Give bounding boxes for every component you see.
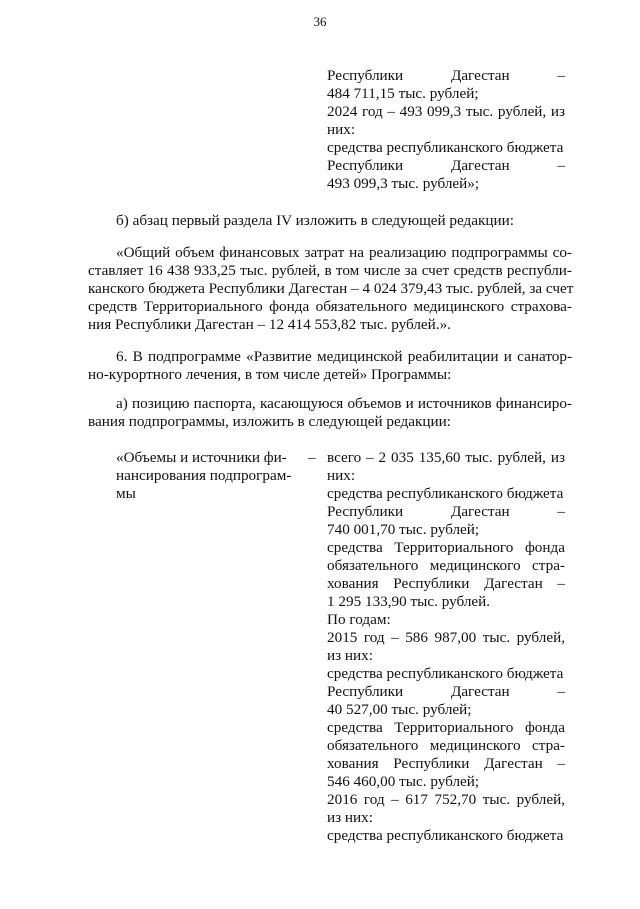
paragraph-a-rest bbox=[88, 413, 572, 431]
table-right-line-14: Республики Дагестан – bbox=[327, 683, 565, 700]
table-right-line-10: По годам: bbox=[327, 611, 391, 628]
item-6-rest bbox=[88, 366, 572, 384]
top-line-7: 493 099,3 тыс. рублей»; bbox=[327, 175, 480, 192]
table-right-line-2: них: bbox=[327, 467, 356, 484]
item-6 bbox=[116, 348, 572, 366]
table-right-line-15: 40 527,00 тыс. рублей; bbox=[327, 701, 472, 718]
table-right-cell bbox=[327, 449, 565, 845]
top-line-3: 2024 год – 493 099,3 тыс. рублей, из bbox=[327, 103, 565, 120]
table-right-line-6: средства Территориального фонда bbox=[327, 539, 565, 556]
quote-line-5: ния Республики Дагестан – 12 414 553,82 тыс. рублей.». bbox=[88, 316, 451, 333]
table-right-line-18: хования Республики Дагестан – bbox=[327, 755, 565, 772]
item6-line-2: но-курортного лечения, в том числе детей» Программы: bbox=[88, 366, 452, 383]
para-a-line-1: а) позицию паспорта, касающуюся объемов и источников финансиро- bbox=[116, 395, 572, 412]
top-line-1: Республики Дагестан – bbox=[327, 67, 565, 84]
table-right-line-8: хования Республики Дагестан – bbox=[327, 575, 565, 592]
top-line-6: Республики Дагестан – bbox=[327, 157, 565, 174]
table-right-line-22: средства республиканского бюджета bbox=[327, 827, 564, 844]
table-left-line-1: «Объемы и источники фи- bbox=[116, 449, 287, 466]
top-line-2: 484 711,15 тыс. рублей; bbox=[327, 85, 479, 102]
table-right-line-17: обязательного медицинского стра- bbox=[327, 737, 565, 754]
table-dash: – bbox=[308, 449, 316, 466]
quote-line-1: «Общий объем финансовых затрат на реализацию подпрограммы со- bbox=[116, 244, 572, 261]
table-right-line-7: обязательного медицинского стра- bbox=[327, 557, 565, 574]
table-left-cell bbox=[116, 449, 296, 503]
quote-line-4: средств Территориального фонда обязательного медицинского страхова- bbox=[88, 298, 572, 315]
table-right-line-20: 2016 год – 617 752,70 тыс. рублей, bbox=[327, 791, 565, 808]
table-left-line-3: мы bbox=[116, 485, 136, 502]
table-right-line-5: 740 001,70 тыс. рублей; bbox=[327, 521, 480, 538]
quote-paragraph-rest bbox=[88, 262, 572, 334]
table-right-line-4: Республики Дагестан – bbox=[327, 503, 565, 520]
table-right-line-12: из них: bbox=[327, 647, 373, 664]
table-right-line-1: всего – 2 035 135,60 тыс. рублей, из bbox=[327, 449, 565, 466]
para-a-line-2: вания подпрограммы, изложить в следующей редакции: bbox=[88, 413, 452, 430]
paragraph-b: б) абзац первый раздела IV изложить в следующей редакции: bbox=[116, 212, 515, 229]
table-right-line-11: 2015 год – 586 987,00 тыс. рублей, bbox=[327, 629, 565, 646]
paragraph-a bbox=[116, 395, 572, 413]
top-line-4: них: bbox=[327, 121, 356, 138]
quote-line-3: канского бюджета Республики Дагестан – 4 024 379,43 тыс. рублей, за счет bbox=[88, 280, 574, 297]
table-left-line-2: нансирования подпрограм- bbox=[116, 467, 292, 484]
item6-line-1: 6. В подпрограмме «Развитие медицинской реабилитации и санатор- bbox=[116, 348, 572, 365]
table-right-line-9: 1 295 133,90 тыс. рублей. bbox=[327, 593, 491, 610]
top-line-5: средства республиканского бюджета bbox=[327, 139, 564, 156]
table-right-line-3: средства республиканского бюджета bbox=[327, 485, 564, 502]
page-number: 36 bbox=[313, 14, 327, 29]
table-right-line-19: 546 460,00 тыс. рублей; bbox=[327, 773, 480, 790]
quote-paragraph bbox=[116, 244, 572, 262]
table-right-line-16: средства Территориального фонда bbox=[327, 719, 565, 736]
quote-line-2: ставляет 16 438 933,25 тыс. рублей, в том числе за счет средств республи- bbox=[88, 262, 572, 279]
table-right-line-13: средства республиканского бюджета bbox=[327, 665, 564, 682]
top-funding-block bbox=[327, 67, 565, 193]
table-right-line-21: из них: bbox=[327, 809, 373, 826]
